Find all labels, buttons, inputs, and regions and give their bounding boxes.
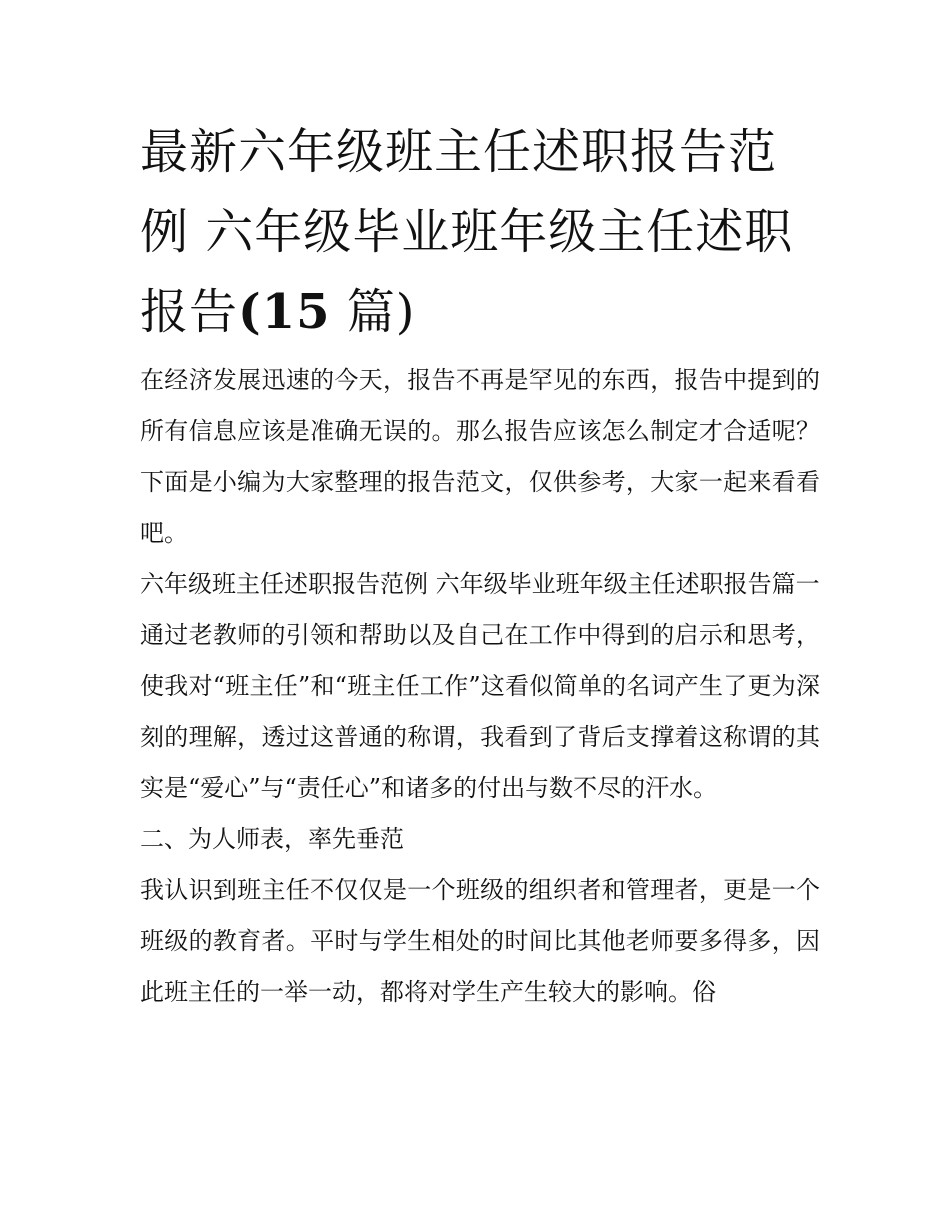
intro-paragraph: 在经济发展迅速的今天，报告不再是罕见的东西，报告中提到的所有信息应该是准确无误的。那么报告应该怎么制定才合适呢？下面是小编为大家整理的报告范文，仅供参考，大家一起来看看吧。 xyxy=(140,366,820,547)
subsection-heading: 二、为人师表，率先垂范 xyxy=(140,825,404,853)
body-paragraph: 通过老教师的引领和帮助以及自己在工作中得到的启示和思考，使我对“班主任”和“班主任工作”这看似简单的名词产生了更为深刻的理解，透过这普通的称谓，我看到了背后支撑着这称谓的其实是“爱心”与“责任心”和诸多的付出与数不尽的汗水。 xyxy=(140,621,820,802)
body-paragraph: 我认识到班主任不仅仅是一个班级的组织者和管理者，更是一个班级的教育者。平时与学生相处的时间比其他老师要多得多，因此班主任的一举一动，都将对学生产生较大的影响。俗 xyxy=(140,876,820,1006)
document-body xyxy=(140,355,820,1018)
title-count: (15 xyxy=(238,284,331,340)
document-title xyxy=(140,112,820,352)
section-heading: 六年级班主任述职报告范例 六年级毕业班年级主任述职报告篇一 xyxy=(140,570,820,598)
title-text: 最新六年级班主任述职报告范例 六年级毕业班年级主任述职报告 xyxy=(140,124,794,340)
title-suffix: 篇) xyxy=(330,284,416,340)
